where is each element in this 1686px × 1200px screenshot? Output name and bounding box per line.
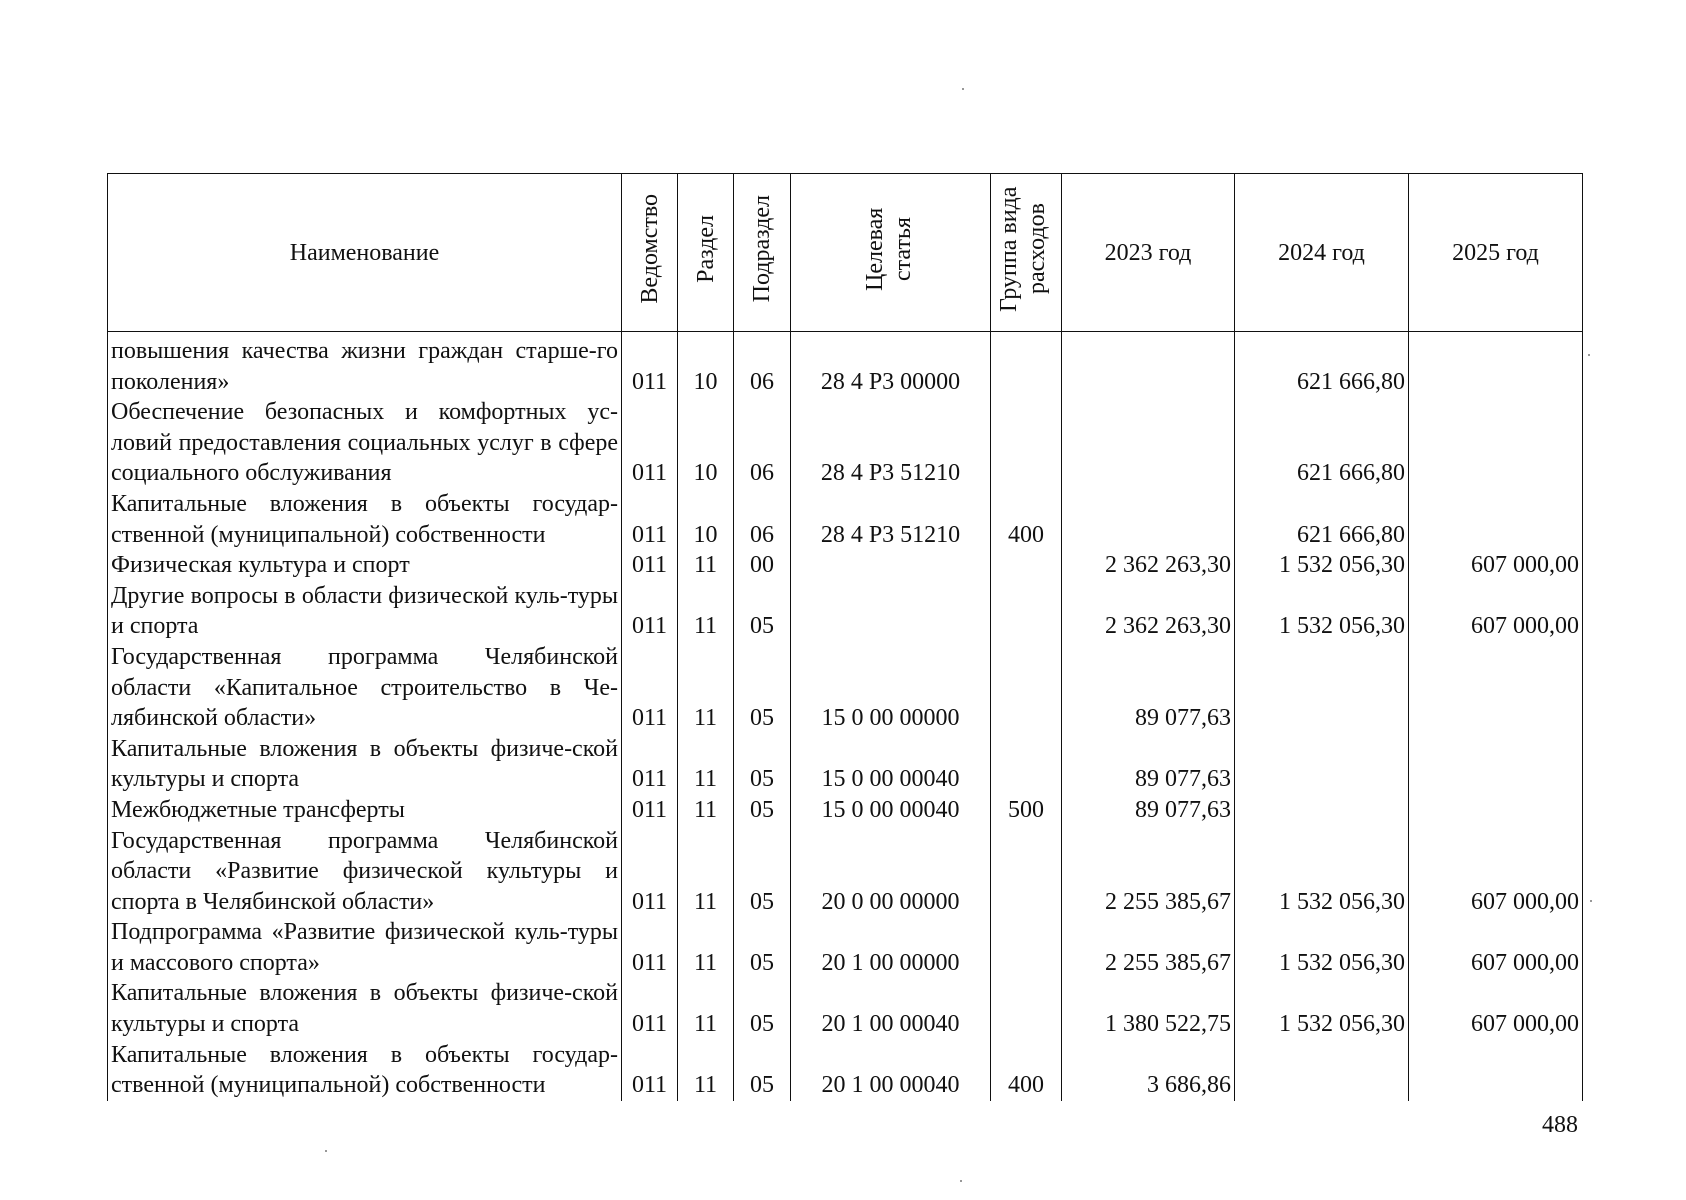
header-tselevaya-statya <box>791 174 991 332</box>
cell-gruppa <box>991 332 1062 398</box>
header-podrazdel <box>734 174 791 332</box>
page-number: 488 <box>1542 1112 1578 1138</box>
cell-razdel: 10 <box>678 397 734 489</box>
header-row <box>108 174 1583 332</box>
table-row <box>108 581 1583 642</box>
cell-2023: 89 077,63 <box>1062 795 1235 826</box>
header-vedomstvo <box>622 174 678 332</box>
cell-2024: 621 666,80 <box>1235 489 1409 550</box>
cell-2024: 621 666,80 <box>1235 397 1409 489</box>
cell-name: Обеспечение безопасных и комфортных ус-ловий предоставления социальных услуг в сфере социального обслуживания <box>108 397 622 489</box>
header-2025: 2025 год <box>1409 174 1583 332</box>
header-gruppa-label: Группа вида расходов <box>996 186 1050 312</box>
cell-tselevaya-statya: 20 0 00 00000 <box>791 826 991 918</box>
cell-name: Межбюджетные трансферты <box>108 795 622 826</box>
table-row <box>108 826 1583 918</box>
cell-2023: 1 380 522,75 <box>1062 978 1235 1039</box>
cell-2023: 2 362 263,30 <box>1062 581 1235 642</box>
cell-razdel: 11 <box>678 581 734 642</box>
cell-name: Капитальные вложения в объекты физиче-ской культуры и спорта <box>108 978 622 1039</box>
cell-razdel: 11 <box>678 550 734 581</box>
cell-2023 <box>1062 397 1235 489</box>
cell-2024 <box>1235 795 1409 826</box>
cell-tselevaya-statya: 28 4 Р3 00000 <box>791 332 991 398</box>
table-row <box>108 332 1583 398</box>
cell-podrazdel: 05 <box>734 917 791 978</box>
cell-vedomstvo: 011 <box>622 734 678 795</box>
cell-podrazdel: 05 <box>734 795 791 826</box>
cell-2024: 1 532 056,30 <box>1235 826 1409 918</box>
cell-podrazdel: 05 <box>734 826 791 918</box>
table-body <box>108 332 1583 1101</box>
cell-podrazdel: 05 <box>734 642 791 734</box>
budget-table <box>107 173 1583 1101</box>
cell-tselevaya-statya: 15 0 00 00040 <box>791 795 991 826</box>
cell-vedomstvo: 011 <box>622 917 678 978</box>
table-row <box>108 489 1583 550</box>
cell-podrazdel: 06 <box>734 397 791 489</box>
cell-gruppa <box>991 978 1062 1039</box>
cell-2025 <box>1409 397 1583 489</box>
cell-name: Физическая культура и спорт <box>108 550 622 581</box>
cell-podrazdel: 06 <box>734 332 791 398</box>
cell-vedomstvo: 011 <box>622 1040 678 1101</box>
cell-name: Государственная программа Челябинской области «Развитие физической культуры и спорта в Челябинской области» <box>108 826 622 918</box>
cell-razdel: 11 <box>678 642 734 734</box>
cell-2025 <box>1409 642 1583 734</box>
cell-gruppa: 400 <box>991 489 1062 550</box>
cell-2025: 607 000,00 <box>1409 550 1583 581</box>
cell-podrazdel: 05 <box>734 1040 791 1101</box>
cell-name: Капитальные вложения в объекты физиче-ской культуры и спорта <box>108 734 622 795</box>
scan-speck <box>325 1150 327 1152</box>
cell-vedomstvo: 011 <box>622 642 678 734</box>
cell-tselevaya-statya: 15 0 00 00000 <box>791 642 991 734</box>
scan-speck <box>960 1180 962 1182</box>
cell-razdel: 10 <box>678 332 734 398</box>
cell-2024: 1 532 056,30 <box>1235 550 1409 581</box>
cell-2023: 2 255 385,67 <box>1062 917 1235 978</box>
cell-vedomstvo: 011 <box>622 489 678 550</box>
table-row <box>108 917 1583 978</box>
header-name: Наименование <box>108 174 622 332</box>
cell-2023 <box>1062 489 1235 550</box>
cell-2023: 2 362 263,30 <box>1062 550 1235 581</box>
cell-podrazdel: 05 <box>734 734 791 795</box>
cell-2025: 607 000,00 <box>1409 978 1583 1039</box>
header-2023: 2023 год <box>1062 174 1235 332</box>
cell-podrazdel: 05 <box>734 978 791 1039</box>
cell-vedomstvo: 011 <box>622 397 678 489</box>
table-row <box>108 397 1583 489</box>
cell-tselevaya-statya: 20 1 00 00040 <box>791 978 991 1039</box>
cell-2024: 1 532 056,30 <box>1235 581 1409 642</box>
scan-speck <box>1590 900 1592 902</box>
header-2024: 2024 год <box>1235 174 1409 332</box>
cell-vedomstvo: 011 <box>622 826 678 918</box>
cell-gruppa <box>991 826 1062 918</box>
cell-2025 <box>1409 332 1583 398</box>
cell-2025 <box>1409 1040 1583 1101</box>
cell-razdel: 11 <box>678 826 734 918</box>
cell-gruppa <box>991 550 1062 581</box>
cell-2024 <box>1235 642 1409 734</box>
cell-razdel: 11 <box>678 1040 734 1101</box>
table-row <box>108 795 1583 826</box>
cell-razdel: 11 <box>678 795 734 826</box>
header-tselevaya-statya-label: Целевая статья <box>861 207 916 291</box>
cell-tselevaya-statya: 20 1 00 00040 <box>791 1040 991 1101</box>
cell-2024 <box>1235 1040 1409 1101</box>
cell-name: Государственная программа Челябинской области «Капитальное строительство в Че-лябинской области» <box>108 642 622 734</box>
cell-gruppa: 500 <box>991 795 1062 826</box>
cell-razdel: 11 <box>678 917 734 978</box>
cell-2025 <box>1409 489 1583 550</box>
cell-gruppa <box>991 397 1062 489</box>
table-row <box>108 642 1583 734</box>
cell-2023: 2 255 385,67 <box>1062 826 1235 918</box>
cell-vedomstvo: 011 <box>622 978 678 1039</box>
cell-2024: 1 532 056,30 <box>1235 917 1409 978</box>
cell-2025: 607 000,00 <box>1409 826 1583 918</box>
cell-tselevaya-statya <box>791 550 991 581</box>
cell-2025 <box>1409 795 1583 826</box>
cell-name: Другие вопросы в области физической куль-туры и спорта <box>108 581 622 642</box>
cell-gruppa <box>991 734 1062 795</box>
cell-vedomstvo: 011 <box>622 581 678 642</box>
cell-gruppa: 400 <box>991 1040 1062 1101</box>
cell-gruppa <box>991 917 1062 978</box>
table-header <box>108 174 1583 332</box>
cell-tselevaya-statya: 28 4 Р3 51210 <box>791 397 991 489</box>
cell-2023 <box>1062 332 1235 398</box>
cell-tselevaya-statya: 20 1 00 00000 <box>791 917 991 978</box>
cell-podrazdel: 06 <box>734 489 791 550</box>
header-razdel-label: Раздел <box>692 215 719 283</box>
cell-gruppa <box>991 581 1062 642</box>
table-row <box>108 550 1583 581</box>
cell-podrazdel: 05 <box>734 581 791 642</box>
cell-2023: 89 077,63 <box>1062 734 1235 795</box>
cell-2025: 607 000,00 <box>1409 581 1583 642</box>
cell-2023: 89 077,63 <box>1062 642 1235 734</box>
cell-podrazdel: 00 <box>734 550 791 581</box>
header-gruppa-vida-raskhodov <box>991 174 1062 332</box>
cell-razdel: 11 <box>678 734 734 795</box>
cell-gruppa <box>991 642 1062 734</box>
cell-2025 <box>1409 734 1583 795</box>
cell-2024 <box>1235 734 1409 795</box>
cell-vedomstvo: 011 <box>622 332 678 398</box>
header-vedomstvo-label: Ведомство <box>636 194 663 304</box>
cell-name: повышения качества жизни граждан старше-го поколения» <box>108 332 622 398</box>
scan-speck <box>1588 354 1590 356</box>
cell-2024: 621 666,80 <box>1235 332 1409 398</box>
cell-razdel: 11 <box>678 978 734 1039</box>
cell-2025: 607 000,00 <box>1409 917 1583 978</box>
cell-tselevaya-statya <box>791 581 991 642</box>
table-row <box>108 1040 1583 1101</box>
cell-vedomstvo: 011 <box>622 550 678 581</box>
cell-tselevaya-statya: 28 4 Р3 51210 <box>791 489 991 550</box>
cell-2023: 3 686,86 <box>1062 1040 1235 1101</box>
header-razdel <box>678 174 734 332</box>
table-row <box>108 978 1583 1039</box>
scan-speck <box>962 88 964 90</box>
header-podrazdel-label: Подраздел <box>749 195 775 303</box>
table-row <box>108 734 1583 795</box>
cell-vedomstvo: 011 <box>622 795 678 826</box>
cell-name: Капитальные вложения в объекты государ-ственной (муниципальной) собственности <box>108 489 622 550</box>
cell-name: Капитальные вложения в объекты государ-ственной (муниципальной) собственности <box>108 1040 622 1101</box>
cell-2024: 1 532 056,30 <box>1235 978 1409 1039</box>
cell-name: Подпрограмма «Развитие физической куль-туры и массового спорта» <box>108 917 622 978</box>
cell-tselevaya-statya: 15 0 00 00040 <box>791 734 991 795</box>
cell-razdel: 10 <box>678 489 734 550</box>
